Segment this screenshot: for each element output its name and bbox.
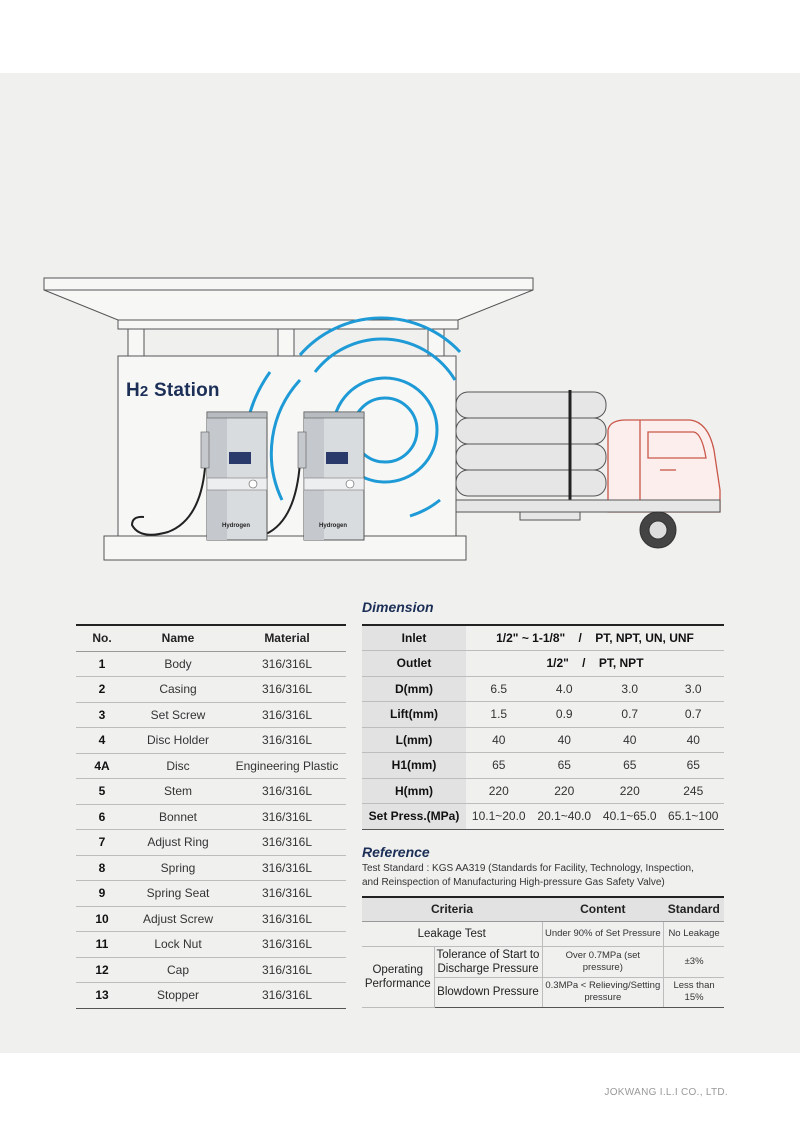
svg-text:Hydrogen: Hydrogen [222, 523, 251, 529]
part-material: Engineering Plastic [228, 753, 346, 779]
dimension-row [362, 804, 724, 830]
part-material: 316/316L [228, 855, 346, 881]
part-no: 8 [76, 855, 128, 881]
part-name: Adjust Ring [128, 830, 228, 856]
ref-blowdown-label: Blowdown Pressure [434, 977, 542, 1007]
dimension-row [362, 676, 724, 702]
part-name: Disc [128, 753, 228, 779]
parts-row [76, 830, 346, 856]
ref-leakage-label: Leakage Test [362, 921, 542, 946]
ref-tolerance-label: Tolerance of Start to Discharge Pressure [434, 946, 542, 977]
dim-label: D(mm) [362, 676, 466, 702]
part-no: 2 [76, 677, 128, 703]
ref-leakage-standard: No Leakage [664, 921, 724, 946]
dim-value: 40.1~65.0 [597, 804, 663, 830]
dim-label: L(mm) [362, 727, 466, 753]
part-name: Set Screw [128, 702, 228, 728]
dim-value: 40 [597, 727, 663, 753]
dim-value: 0.7 [597, 702, 663, 728]
dim-value: 10.1~20.0 [466, 804, 532, 830]
part-material: 316/316L [228, 702, 346, 728]
truck-wheel [640, 512, 676, 548]
parts-row [76, 983, 346, 1009]
reference-title: Reference [362, 844, 430, 860]
part-no: 1 [76, 651, 128, 677]
part-name: Adjust Screw [128, 906, 228, 932]
dimension-row [362, 753, 724, 779]
part-name: Bonnet [128, 804, 228, 830]
dimension-row-outlet [362, 651, 724, 677]
dim-value: 245 [663, 778, 725, 804]
ref-header-standard: Standard [664, 897, 724, 921]
dim-value: 65 [532, 753, 598, 779]
parts-row [76, 906, 346, 932]
part-no: 6 [76, 804, 128, 830]
dim-value: 65 [466, 753, 532, 779]
dimension-table [362, 624, 724, 830]
parts-row [76, 932, 346, 958]
part-name: Stem [128, 779, 228, 805]
h2-station-illustration [0, 240, 800, 580]
dim-value: 20.1~40.0 [532, 804, 598, 830]
parts-row [76, 753, 346, 779]
ref-leakage-content: Under 90% of Set Pressure [542, 921, 664, 946]
parts-row [76, 957, 346, 983]
dim-value: 3.0 [597, 676, 663, 702]
parts-header-no: No. [76, 625, 128, 651]
part-no: 4 [76, 728, 128, 754]
dim-label: H1(mm) [362, 753, 466, 779]
dimension-row [362, 778, 724, 804]
dispenser-2 [298, 412, 364, 540]
parts-row [76, 677, 346, 703]
part-name: Disc Holder [128, 728, 228, 754]
dimension-row-inlet [362, 625, 724, 651]
station-base [104, 536, 466, 560]
parts-header-name: Name [128, 625, 228, 651]
company-footer: JOKWANG I.L.I CO., LTD. [604, 1087, 728, 1098]
dimension-title: Dimension [362, 599, 434, 615]
parts-table [76, 624, 346, 1009]
dim-value: 6.5 [466, 676, 532, 702]
part-material: 316/316L [228, 906, 346, 932]
part-material: 316/316L [228, 728, 346, 754]
parts-row [76, 855, 346, 881]
parts-header-material: Material [228, 625, 346, 651]
ref-blowdown-standard: Less than 15% [664, 977, 724, 1007]
part-name: Spring Seat [128, 881, 228, 907]
part-no: 11 [76, 932, 128, 958]
dim-value: 1.5 [466, 702, 532, 728]
part-material: 316/316L [228, 651, 346, 677]
part-material: 316/316L [228, 830, 346, 856]
ref-header-content: Content [542, 897, 664, 921]
part-no: 12 [76, 957, 128, 983]
part-no: 4A [76, 753, 128, 779]
dim-value: 40 [532, 727, 598, 753]
dimension-row [362, 702, 724, 728]
part-name: Spring [128, 855, 228, 881]
parts-row [76, 728, 346, 754]
part-name: Lock Nut [128, 932, 228, 958]
parts-row [76, 779, 346, 805]
dim-label: Outlet [362, 651, 466, 677]
dimension-row [362, 727, 724, 753]
dim-value: 220 [597, 778, 663, 804]
part-material: 316/316L [228, 881, 346, 907]
part-material: 316/316L [228, 677, 346, 703]
hydrogen-cylinders [456, 390, 606, 500]
dim-value: 220 [532, 778, 598, 804]
parts-row [76, 804, 346, 830]
part-name: Cap [128, 957, 228, 983]
station-title: H2 Station [126, 380, 220, 401]
dim-label: Set Press.(MPa) [362, 804, 466, 830]
part-material: 316/316L [228, 779, 346, 805]
dispenser-1 [201, 412, 267, 540]
part-material: 316/316L [228, 932, 346, 958]
dim-value: 40 [663, 727, 725, 753]
part-no: 10 [76, 906, 128, 932]
ref-tolerance-content: Over 0.7MPa (set pressure) [542, 946, 664, 977]
ref-operating-label: Operating Performance [362, 946, 434, 1007]
dim-value: 220 [466, 778, 532, 804]
dim-value: 3.0 [663, 676, 725, 702]
parts-header-row [76, 625, 346, 651]
ref-tolerance-standard: ±3% [664, 946, 724, 977]
part-no: 5 [76, 779, 128, 805]
ref-blowdown-content: 0.3MPa < Relieving/Setting pressure [542, 977, 664, 1007]
dim-value: 40 [466, 727, 532, 753]
dim-value: 65 [597, 753, 663, 779]
dim-value: 65 [663, 753, 725, 779]
parts-row [76, 651, 346, 677]
dim-outlet-value: 1/2" / PT, NPT [466, 651, 724, 677]
part-name: Body [128, 651, 228, 677]
part-material: 316/316L [228, 983, 346, 1009]
canopy [44, 278, 533, 356]
truck [608, 420, 720, 512]
part-name: Stopper [128, 983, 228, 1009]
dim-label: Inlet [362, 625, 466, 651]
reference-table [362, 896, 724, 1008]
part-no: 7 [76, 830, 128, 856]
dim-label: Lift(mm) [362, 702, 466, 728]
dim-inlet-value: 1/2" ~ 1-1/8" / PT, NPT, UN, UNF [466, 625, 724, 651]
part-material: 316/316L [228, 957, 346, 983]
part-no: 13 [76, 983, 128, 1009]
dim-value: 65.1~100 [663, 804, 725, 830]
svg-text:Hydrogen: Hydrogen [319, 523, 348, 529]
truck-chassis [456, 500, 720, 512]
dim-value: 0.9 [532, 702, 598, 728]
part-no: 3 [76, 702, 128, 728]
dim-value: 0.7 [663, 702, 725, 728]
part-name: Casing [128, 677, 228, 703]
dim-label: H(mm) [362, 778, 466, 804]
part-no: 9 [76, 881, 128, 907]
dim-value: 4.0 [532, 676, 598, 702]
reference-description: Test Standard : KGS AA319 (Standards for Facility, Technology, Inspection, and Reinspection of Manufacturing High-pressure Gas Safety Valve) [362, 863, 694, 888]
part-material: 316/316L [228, 804, 346, 830]
ref-header-criteria: Criteria [362, 897, 542, 921]
parts-row [76, 881, 346, 907]
parts-row [76, 702, 346, 728]
